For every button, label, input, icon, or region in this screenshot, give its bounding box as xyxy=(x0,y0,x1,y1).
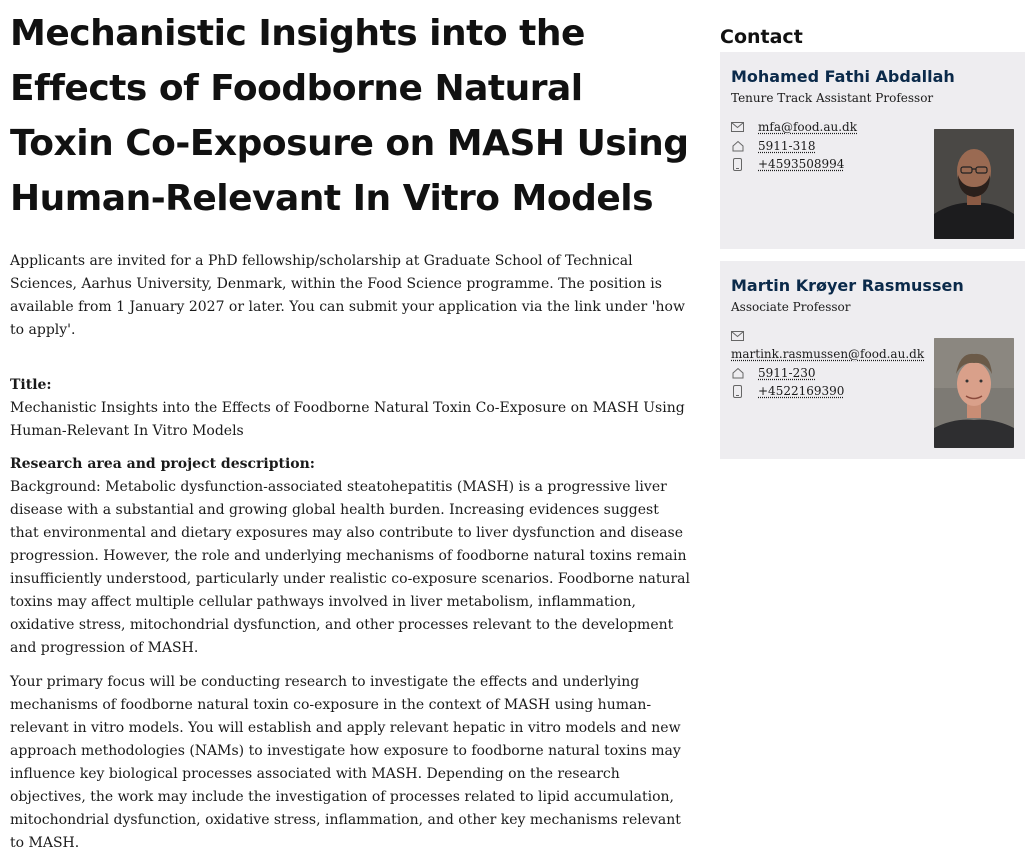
contact-heading: Contact xyxy=(720,26,803,48)
contact-sidebar xyxy=(720,26,1025,459)
main-content xyxy=(10,6,690,855)
email-link[interactable]: mfa@food.au.dk xyxy=(758,120,858,134)
research-paragraph-1: Background: Metabolic dysfunction-associated steatohepatitis (MASH) is a progressive liver disease with a substantial and growing global health burden. Increasing evidences suggest that environmental and dietary exposures may also contribute to liver dysfunction and disease progression. However, the role and underlying mechanisms of foodborne natural toxins remain insufficiently understood, particularly under realistic co-exposure scenarios. Foodborne natural toxins may affect multiple cellular pathways involved in liver metabolism, inflammation, oxidative stress, mitochondrial dysfunction, and other processes relevant to the development and progression of MASH. xyxy=(10,479,690,656)
office-link[interactable]: 5911-230 xyxy=(758,365,816,380)
mail-icon xyxy=(731,121,744,134)
contact-name: Martin Krøyer Rasmussen xyxy=(731,276,964,295)
phone-icon xyxy=(731,158,744,171)
office-link[interactable]: 5911-318 xyxy=(758,138,816,153)
contact-photo xyxy=(934,338,1014,448)
phone-icon xyxy=(731,385,744,398)
building-icon xyxy=(731,366,744,379)
intro-paragraph: Applicants are invited for a PhD fellowship/scholarship at Graduate School of Technical Sciences, Aarhus University, Denmark, within the Food Science programme. The position is available from 1 January 2027 or later. You can submit your application via the link under 'how to apply'. xyxy=(10,253,685,338)
building-icon xyxy=(731,139,744,152)
research-paragraph-2: Your primary focus will be conducting research to investigate the effects and underlying mechanisms of foodborne natural toxin co-exposure in the context of MASH using human-relevant in vitro models. You will establish and apply relevant hepatic in vitro models and new approach methodologies (NAMs) to investigate how exposure to foodborne natural toxins may influence key biological processes associated with MASH. Depending on the research objectives, the work may include the investigation of processes related to lipid accumulation, mitochondrial dysfunction, oxidative stress, inflammation, and other key mechanisms relevant to MASH. xyxy=(10,674,681,851)
contact-name: Mohamed Fathi Abdallah xyxy=(731,67,955,86)
contact-role: Associate Professor xyxy=(731,300,851,314)
title-text: Mechanistic Insights into the Effects of Foodborne Natural Toxin Co-Exposure on MASH Using Human-Relevant In Vitro Models xyxy=(10,400,685,439)
email-link[interactable]: martink.rasmussen@food.au.dk xyxy=(731,347,925,361)
phone-link[interactable]: +4593508994 xyxy=(758,157,845,171)
contact-card xyxy=(720,261,1025,459)
page-title: Mechanistic Insights into the Effects of Foodborne Natural Toxin Co-Exposure on MASH Using Human-Relevant In Vitro Models xyxy=(10,13,689,219)
title-heading: Title: xyxy=(10,377,52,393)
mail-icon xyxy=(731,330,744,343)
research-heading: Research area and project description: xyxy=(10,456,315,472)
contact-card xyxy=(720,52,1025,249)
contact-photo xyxy=(934,129,1014,239)
phone-link[interactable]: +4522169390 xyxy=(758,384,845,398)
contact-role: Tenure Track Assistant Professor xyxy=(731,91,934,105)
